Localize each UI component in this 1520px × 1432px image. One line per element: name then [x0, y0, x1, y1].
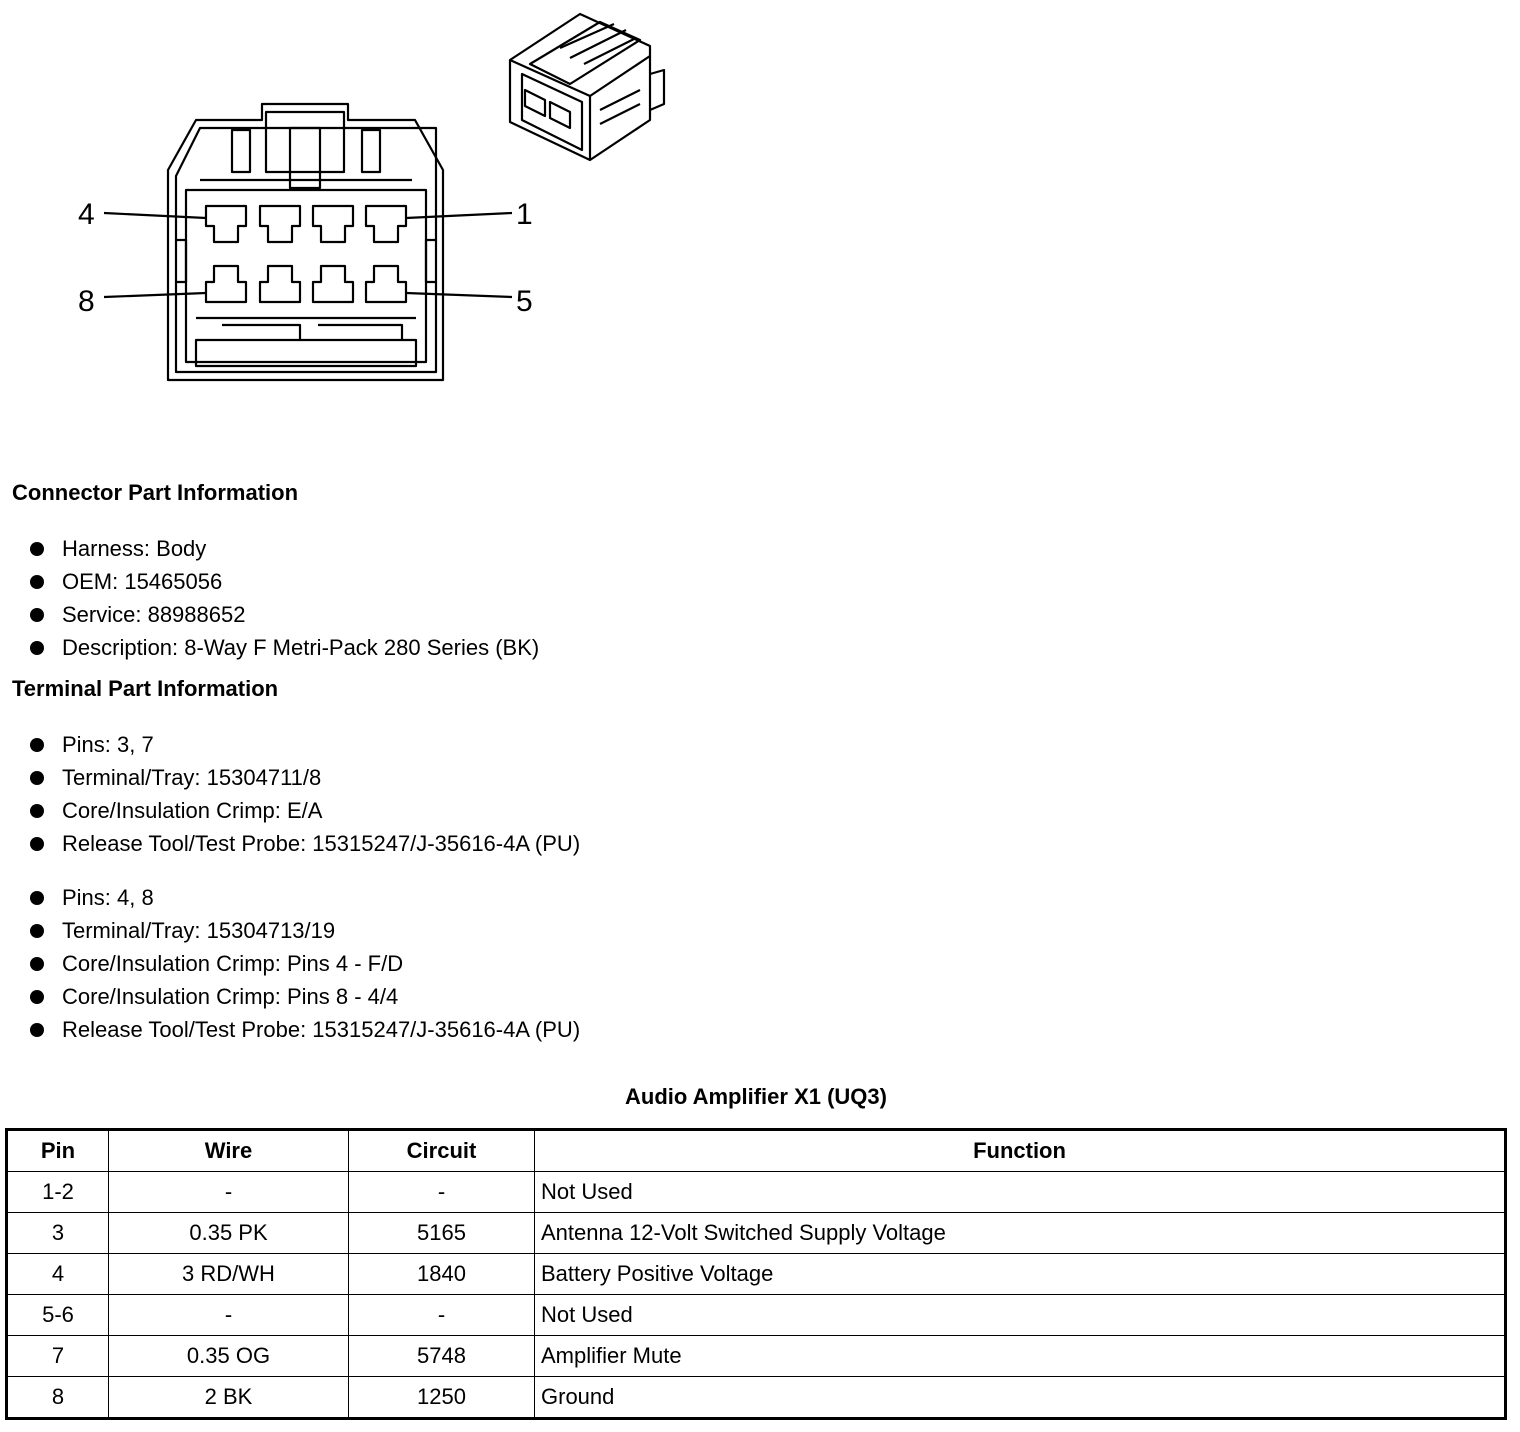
cell-function: Antenna 12-Volt Switched Supply Voltage — [535, 1213, 1506, 1254]
cell-circuit: 5165 — [349, 1213, 535, 1254]
cavity-row-top — [206, 206, 406, 242]
cell-function: Not Used — [535, 1295, 1506, 1336]
connector-iso-view — [510, 14, 664, 160]
pin-label-4: 4 — [78, 198, 95, 231]
list-item: Core/Insulation Crimp: E/A — [28, 794, 580, 827]
connector-diagram — [0, 0, 700, 400]
list-item: Core/Insulation Crimp: Pins 4 - F/D — [28, 947, 580, 980]
connector-face-view — [104, 104, 512, 380]
cell-pin: 5-6 — [7, 1295, 109, 1336]
cell-function: Not Used — [535, 1172, 1506, 1213]
cell-wire: 0.35 OG — [109, 1336, 349, 1377]
cell-pin: 4 — [7, 1254, 109, 1295]
cell-wire: - — [109, 1295, 349, 1336]
list-item: Pins: 4, 8 — [28, 881, 580, 914]
connector-part-info-title: Connector Part Information — [12, 480, 299, 505]
cell-wire: 3 RD/WH — [109, 1254, 349, 1295]
list-item: OEM: 15465056 — [28, 565, 539, 598]
cell-pin: 8 — [7, 1377, 109, 1419]
list-item: Pins: 3, 7 — [28, 728, 580, 761]
column-header-wire: Wire — [109, 1130, 349, 1172]
table-row — [7, 1295, 1506, 1336]
terminal-part-info-title: Terminal Part Information — [12, 676, 279, 701]
table-row — [7, 1254, 1506, 1295]
column-header-function: Function — [535, 1130, 1506, 1172]
list-item: Harness: Body — [28, 532, 539, 565]
cavity-row-bottom — [206, 266, 406, 302]
pin-label-5: 5 — [516, 285, 533, 318]
terminal-group-1-list — [28, 728, 580, 860]
cell-wire: - — [109, 1172, 349, 1213]
table-row — [7, 1172, 1506, 1213]
cell-wire: 2 BK — [109, 1377, 349, 1419]
cell-pin: 7 — [7, 1336, 109, 1377]
table-row — [7, 1377, 1506, 1419]
table-caption: Audio Amplifier X1 (UQ3) — [625, 1084, 887, 1109]
list-item: Release Tool/Test Probe: 15315247/J-35616-4A (PU) — [28, 827, 580, 860]
cell-function: Amplifier Mute — [535, 1336, 1506, 1377]
cell-circuit: 5748 — [349, 1336, 535, 1377]
pin-label-1: 1 — [516, 198, 533, 231]
terminal-group-2-list — [28, 881, 580, 1046]
list-item: Terminal/Tray: 15304713/19 — [28, 914, 580, 947]
cell-circuit: 1250 — [349, 1377, 535, 1419]
table-header-row — [7, 1130, 1506, 1172]
cell-pin: 3 — [7, 1213, 109, 1254]
table-row — [7, 1213, 1506, 1254]
list-item: Terminal/Tray: 15304711/8 — [28, 761, 580, 794]
connector-part-info-list — [28, 532, 539, 664]
cell-circuit: - — [349, 1295, 535, 1336]
pin-label-8: 8 — [78, 285, 95, 318]
cell-function: Battery Positive Voltage — [535, 1254, 1506, 1295]
list-item: Core/Insulation Crimp: Pins 8 - 4/4 — [28, 980, 580, 1013]
list-item: Description: 8-Way F Metri-Pack 280 Series (BK) — [28, 631, 539, 664]
column-header-circuit: Circuit — [349, 1130, 535, 1172]
list-item: Release Tool/Test Probe: 15315247/J-35616-4A (PU) — [28, 1013, 580, 1046]
table-row — [7, 1336, 1506, 1377]
list-item: Service: 88988652 — [28, 598, 539, 631]
cell-circuit: - — [349, 1172, 535, 1213]
cell-wire: 0.35 PK — [109, 1213, 349, 1254]
cell-function: Ground — [535, 1377, 1506, 1419]
column-header-pin: Pin — [7, 1130, 109, 1172]
cell-pin: 1-2 — [7, 1172, 109, 1213]
pin-table — [5, 1128, 1507, 1420]
cell-circuit: 1840 — [349, 1254, 535, 1295]
